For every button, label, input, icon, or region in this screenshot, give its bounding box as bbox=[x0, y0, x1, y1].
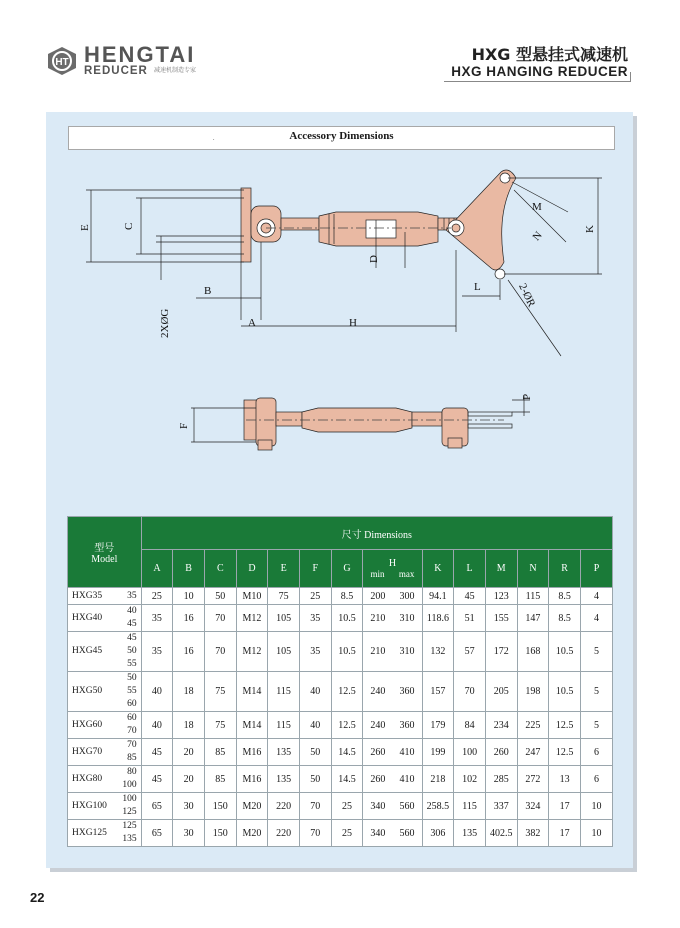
cell-r: 17 bbox=[549, 820, 581, 847]
dimensions-header: 尺寸 Dimensions bbox=[141, 517, 612, 550]
cell-e: 135 bbox=[268, 739, 300, 766]
cell-m: 123 bbox=[485, 588, 517, 605]
cell-c: 75 bbox=[204, 712, 236, 739]
cell-c: 70 bbox=[204, 605, 236, 632]
label-P: P bbox=[521, 393, 533, 400]
cell-f: 50 bbox=[299, 739, 331, 766]
cell-c: 70 bbox=[204, 632, 236, 672]
model-sizes: 80 100 bbox=[122, 767, 137, 790]
cell-c: 50 bbox=[204, 588, 236, 605]
header-rule-tick bbox=[630, 72, 631, 82]
cell-p: 5 bbox=[580, 712, 612, 739]
svg-text:HT: HT bbox=[55, 57, 69, 68]
model-name: HXG40 bbox=[72, 612, 103, 623]
label-R: 2-ØR bbox=[516, 281, 538, 309]
cell-l: 57 bbox=[454, 632, 486, 672]
table-row bbox=[68, 712, 613, 739]
cell-c: 85 bbox=[204, 739, 236, 766]
table-row bbox=[68, 588, 613, 605]
model-sizes: 100 125 bbox=[122, 794, 137, 817]
label-D: D bbox=[368, 255, 380, 263]
cell-k: 179 bbox=[422, 712, 454, 739]
cell-m: 172 bbox=[485, 632, 517, 672]
cell-f: 25 bbox=[299, 588, 331, 605]
cell-l: 84 bbox=[454, 712, 486, 739]
table-row bbox=[68, 793, 613, 820]
col-header-g: G bbox=[331, 550, 363, 588]
cell-l: 115 bbox=[454, 793, 486, 820]
label-G: 2XØG bbox=[159, 308, 171, 338]
cell-f: 70 bbox=[299, 820, 331, 847]
cell-p: 5 bbox=[580, 672, 612, 712]
cell-e: 220 bbox=[268, 820, 300, 847]
section-title: Accessory Dimensions bbox=[289, 130, 394, 142]
accessory-drawing bbox=[46, 150, 633, 470]
table-row bbox=[68, 605, 613, 632]
cell-b: 18 bbox=[173, 712, 205, 739]
col-header-n: N bbox=[517, 550, 549, 588]
cell-k: 306 bbox=[422, 820, 454, 847]
model-name: HXG70 bbox=[72, 746, 103, 757]
model-sizes: 35 bbox=[127, 590, 137, 601]
cell-k: 199 bbox=[422, 739, 454, 766]
cell-p: 10 bbox=[580, 820, 612, 847]
col-header-l: L bbox=[454, 550, 486, 588]
col-header-m: M bbox=[485, 550, 517, 588]
cell-k: 118.6 bbox=[422, 605, 454, 632]
col-header-r: R bbox=[549, 550, 581, 588]
cell-r: 13 bbox=[549, 766, 581, 793]
col-header-k: K bbox=[422, 550, 454, 588]
page-number: 22 bbox=[30, 890, 45, 905]
label-M: M bbox=[532, 201, 542, 213]
cell-e: 105 bbox=[268, 632, 300, 672]
page-title-en: HXG HANGING REDUCER bbox=[451, 64, 628, 79]
cell-f: 50 bbox=[299, 766, 331, 793]
cell-d: M14 bbox=[236, 672, 268, 712]
section-dot: . bbox=[213, 136, 215, 142]
cell-a: 35 bbox=[141, 632, 173, 672]
cell-a: 35 bbox=[141, 605, 173, 632]
cell-g: 10.5 bbox=[331, 632, 363, 672]
cell-h: 260 410 bbox=[363, 739, 422, 766]
cell-n: 198 bbox=[517, 672, 549, 712]
cell-m: 402.5 bbox=[485, 820, 517, 847]
brand-subtitle: REDUCER bbox=[84, 65, 148, 77]
cell-l: 100 bbox=[454, 739, 486, 766]
col-header-d: D bbox=[236, 550, 268, 588]
label-A: A bbox=[248, 317, 256, 329]
cell-k: 132 bbox=[422, 632, 454, 672]
cell-g: 10.5 bbox=[331, 605, 363, 632]
cell-n: 272 bbox=[517, 766, 549, 793]
section-header bbox=[68, 126, 615, 150]
col-h-min: min bbox=[370, 569, 385, 579]
model-sizes: 40 45 bbox=[127, 606, 137, 629]
cell-h: 240 360 bbox=[363, 712, 422, 739]
cell-n: 115 bbox=[517, 588, 549, 605]
cell-h: 200 300 bbox=[363, 588, 422, 605]
cell-n: 247 bbox=[517, 739, 549, 766]
cell-a: 45 bbox=[141, 766, 173, 793]
brand-slogan: 减速机制造专家 bbox=[154, 67, 197, 74]
cell-e: 115 bbox=[268, 672, 300, 712]
hengtai-logo-icon bbox=[46, 46, 78, 76]
model-name: HXG80 bbox=[72, 773, 103, 784]
cell-c: 85 bbox=[204, 766, 236, 793]
cell-p: 4 bbox=[580, 605, 612, 632]
cell-p: 5 bbox=[580, 632, 612, 672]
cell-l: 70 bbox=[454, 672, 486, 712]
table-row bbox=[68, 672, 613, 712]
cell-f: 40 bbox=[299, 672, 331, 712]
cell-l: 51 bbox=[454, 605, 486, 632]
model-sizes: 70 85 bbox=[127, 740, 137, 763]
cell-d: M20 bbox=[236, 793, 268, 820]
model-name: HXG100 bbox=[72, 800, 107, 811]
cell-b: 20 bbox=[173, 739, 205, 766]
cell-r: 8.5 bbox=[549, 605, 581, 632]
model-cell bbox=[68, 672, 142, 712]
cell-f: 35 bbox=[299, 632, 331, 672]
cell-a: 65 bbox=[141, 793, 173, 820]
cell-n: 168 bbox=[517, 632, 549, 672]
model-cell bbox=[68, 712, 142, 739]
cell-h: 210 310 bbox=[363, 632, 422, 672]
header-rule bbox=[444, 81, 630, 82]
cell-r: 10.5 bbox=[549, 632, 581, 672]
side-view-assembly bbox=[191, 396, 530, 450]
model-cell bbox=[68, 588, 142, 605]
model-name: HXG60 bbox=[72, 719, 103, 730]
col-header-a: A bbox=[141, 550, 173, 588]
cell-d: M20 bbox=[236, 820, 268, 847]
col-header-h bbox=[363, 550, 422, 588]
cell-m: 155 bbox=[485, 605, 517, 632]
cell-p: 6 bbox=[580, 739, 612, 766]
cell-b: 16 bbox=[173, 632, 205, 672]
cell-c: 75 bbox=[204, 672, 236, 712]
table-row bbox=[68, 766, 613, 793]
cell-m: 205 bbox=[485, 672, 517, 712]
label-C: C bbox=[123, 222, 135, 230]
model-name: HXG50 bbox=[72, 686, 103, 696]
model-name: HXG45 bbox=[72, 646, 103, 656]
cell-d: M10 bbox=[236, 588, 268, 605]
cell-b: 20 bbox=[173, 766, 205, 793]
cell-h: 260 410 bbox=[363, 766, 422, 793]
cell-g: 25 bbox=[331, 820, 363, 847]
cell-l: 45 bbox=[454, 588, 486, 605]
label-L: L bbox=[474, 281, 481, 293]
model-cell bbox=[68, 820, 142, 847]
cell-n: 147 bbox=[517, 605, 549, 632]
cell-e: 75 bbox=[268, 588, 300, 605]
cell-l: 102 bbox=[454, 766, 486, 793]
cell-f: 35 bbox=[299, 605, 331, 632]
cell-h: 210 310 bbox=[363, 605, 422, 632]
cell-c: 150 bbox=[204, 793, 236, 820]
label-E: E bbox=[79, 224, 91, 231]
cell-h: 340 560 bbox=[363, 793, 422, 820]
cell-l: 135 bbox=[454, 820, 486, 847]
col-h-label: H bbox=[388, 558, 397, 569]
cell-p: 6 bbox=[580, 766, 612, 793]
dimensions-table bbox=[67, 516, 613, 847]
model-sizes: 60 70 bbox=[127, 713, 137, 736]
cell-g: 25 bbox=[331, 793, 363, 820]
model-cell bbox=[68, 605, 142, 632]
cell-n: 382 bbox=[517, 820, 549, 847]
cell-a: 40 bbox=[141, 672, 173, 712]
cell-e: 105 bbox=[268, 605, 300, 632]
cell-h: 240 360 bbox=[363, 672, 422, 712]
col-header-p: P bbox=[580, 550, 612, 588]
cell-f: 70 bbox=[299, 793, 331, 820]
cell-r: 12.5 bbox=[549, 712, 581, 739]
cell-m: 285 bbox=[485, 766, 517, 793]
cell-k: 258.5 bbox=[422, 793, 454, 820]
cell-g: 12.5 bbox=[331, 712, 363, 739]
cell-r: 12.5 bbox=[549, 739, 581, 766]
model-cell bbox=[68, 739, 142, 766]
cell-g: 8.5 bbox=[331, 588, 363, 605]
cell-k: 157 bbox=[422, 672, 454, 712]
model-name: HXG125 bbox=[72, 827, 107, 838]
cell-d: M16 bbox=[236, 739, 268, 766]
model-cell bbox=[68, 632, 142, 672]
label-H: H bbox=[349, 317, 357, 329]
cell-d: M16 bbox=[236, 766, 268, 793]
cell-e: 220 bbox=[268, 793, 300, 820]
page-title-cn: HXG 型悬挂式减速机 bbox=[471, 45, 628, 64]
cell-p: 10 bbox=[580, 793, 612, 820]
cell-b: 30 bbox=[173, 820, 205, 847]
label-B: B bbox=[204, 285, 212, 297]
table-row bbox=[68, 739, 613, 766]
cell-g: 14.5 bbox=[331, 766, 363, 793]
model-name: HXG35 bbox=[72, 590, 103, 601]
label-K: K bbox=[584, 225, 596, 233]
cell-r: 17 bbox=[549, 793, 581, 820]
cell-r: 8.5 bbox=[549, 588, 581, 605]
cell-c: 150 bbox=[204, 820, 236, 847]
col-header-c: C bbox=[204, 550, 236, 588]
cell-b: 16 bbox=[173, 605, 205, 632]
cell-b: 10 bbox=[173, 588, 205, 605]
cell-k: 218 bbox=[422, 766, 454, 793]
cell-e: 115 bbox=[268, 712, 300, 739]
cell-m: 337 bbox=[485, 793, 517, 820]
brand-name: HENGTAI bbox=[84, 42, 196, 67]
page-header bbox=[0, 0, 680, 88]
model-header bbox=[68, 517, 142, 588]
col-header-f: F bbox=[299, 550, 331, 588]
cell-r: 10.5 bbox=[549, 672, 581, 712]
cell-d: M12 bbox=[236, 605, 268, 632]
table-row bbox=[68, 632, 613, 672]
cell-b: 30 bbox=[173, 793, 205, 820]
cell-a: 65 bbox=[141, 820, 173, 847]
label-F: F bbox=[178, 422, 190, 429]
cell-d: M12 bbox=[236, 632, 268, 672]
cell-d: M14 bbox=[236, 712, 268, 739]
model-cell bbox=[68, 793, 142, 820]
model-sizes: 125 135 bbox=[122, 821, 137, 844]
cell-a: 40 bbox=[141, 712, 173, 739]
col-header-b: B bbox=[173, 550, 205, 588]
cell-a: 25 bbox=[141, 588, 173, 605]
cell-n: 324 bbox=[517, 793, 549, 820]
model-header-en: Model bbox=[91, 554, 118, 565]
cell-m: 234 bbox=[485, 712, 517, 739]
model-cell bbox=[68, 766, 142, 793]
model-header-cn: 型号 bbox=[94, 543, 115, 554]
col-h-max: max bbox=[398, 569, 415, 579]
cell-a: 45 bbox=[141, 739, 173, 766]
cell-m: 260 bbox=[485, 739, 517, 766]
cell-g: 14.5 bbox=[331, 739, 363, 766]
cell-p: 4 bbox=[580, 588, 612, 605]
cell-f: 40 bbox=[299, 712, 331, 739]
col-header-e: E bbox=[268, 550, 300, 588]
cell-b: 18 bbox=[173, 672, 205, 712]
cell-n: 225 bbox=[517, 712, 549, 739]
cell-k: 94.1 bbox=[422, 588, 454, 605]
model-sizes: 50 55 60 bbox=[127, 673, 137, 709]
model-sizes: 45 50 55 bbox=[127, 633, 137, 669]
table-row bbox=[68, 820, 613, 847]
label-N: N bbox=[530, 229, 545, 244]
cell-g: 12.5 bbox=[331, 672, 363, 712]
cell-h: 340 560 bbox=[363, 820, 422, 847]
cell-e: 135 bbox=[268, 766, 300, 793]
